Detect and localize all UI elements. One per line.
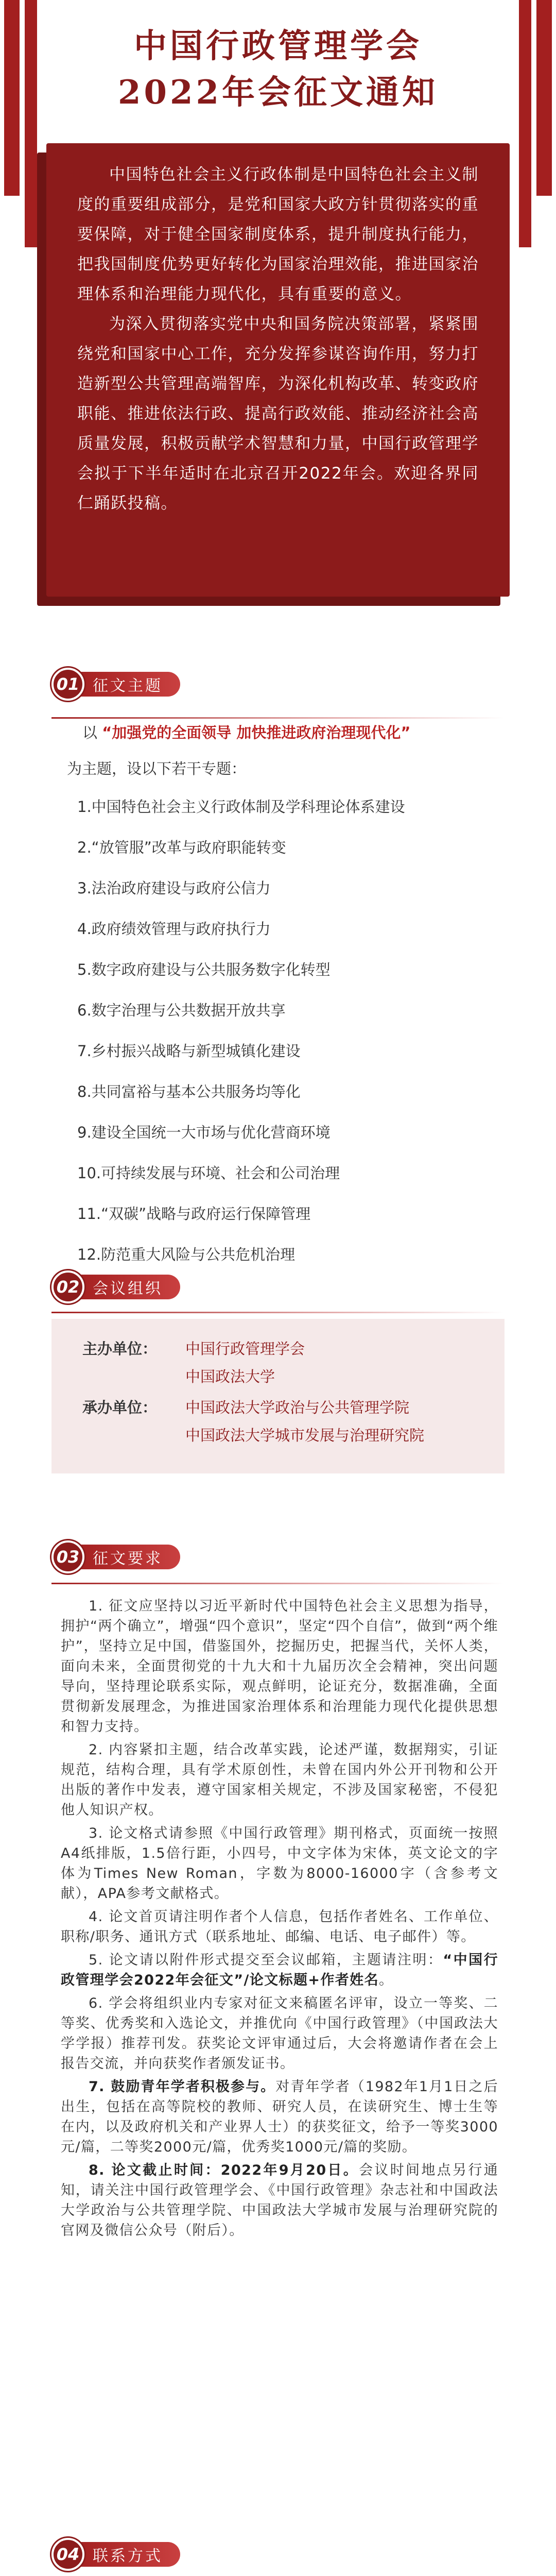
email-subject-format: “中国行政管理学会2022年会征文”/论文标题+作者姓名 (61, 1952, 498, 1988)
header (0, 0, 556, 649)
section-header-contact (51, 2538, 360, 2571)
list-item: 9.建设全国统一大市场与优化营商环境 (77, 1124, 331, 1141)
section-header-requirements (51, 1540, 360, 1573)
list-item: 4.政府绩效管理与政府执行力 (77, 920, 271, 938)
topic-list (77, 795, 530, 1284)
list-item: 6.数字治理与公共数据开放共享 (77, 1002, 286, 1019)
section-divider (51, 1312, 505, 1313)
intro-text (77, 160, 479, 518)
requirement-item: 2. 内容紧扣主题，结合改革实践，论述严谨，数据翔实，引证规范，结构合理，具有学术原创性，未曾在国内外公开刊物和公开出版的著作中发表，遵守国家相关规定，不涉及国家秘密，不侵犯他人知识产权。 (61, 1742, 498, 1818)
requirement-text: 5. 论文请以附件形式提交至会议邮箱，主题请注明： (89, 1952, 443, 1968)
host-value: 中国行政管理学会 (185, 1340, 305, 1358)
list-item: 2.“放管服”改革与政府职能转变 (77, 839, 286, 856)
tagline-prefix: 以 (82, 724, 98, 741)
requirement-item: 3. 论文格式请参照《中国行政管理》期刊格式，页面统一按照A4纸排版，1.5倍行距，小四号，中文字体为宋体，英文论文的字体为Times New Roman，字数为8000-16000字（含参考文献），APA参考文献格式。 (61, 1825, 498, 1902)
tagline-highlight: “加强党的全面领导 加快推进政府治理现代化” (102, 724, 411, 741)
host-label: 主办单位： (82, 1340, 158, 1358)
theme-tagline (82, 721, 546, 742)
requirement-item: 4. 论文首页请注明作者个人信息，包括作者姓名、工作单位、职称/职务、通讯方式（联系地址、邮编、电话、电子邮件）等。 (61, 1909, 498, 1945)
section-number: 02 (51, 1270, 84, 1303)
list-item: 10.可持续发展与环境、社会和公司治理 (77, 1164, 340, 1182)
requirement-item: 1. 征文应坚持以习近平新时代中国特色社会主义思想为指导，拥护“两个确立”，增强“四个意识”，坚定“四个自信”，做到“两个维护”，坚持立足中国，借鉴国外，挖掘历史，把握当代，关怀人类，面向未来，全面贯彻党的十九大和十九届历次全会精神，突出问题导向，坚持理论联系实际，观点鲜明，论证充分，数据准确，全面贯彻新发展理念，为推进国家治理体系和治理能力现代化提供思想和智力支持。 (61, 1598, 498, 1735)
organization-panel (51, 1319, 505, 1473)
section-number: 01 (51, 668, 84, 701)
page-subtitle: 2022年会征文通知 (117, 73, 439, 112)
requirement-text: 。 (378, 1972, 394, 1988)
organizer-value: 中国政法大学城市发展与治理研究院 (185, 1427, 425, 1444)
theme-lead: 为主题，设以下若干专题： (67, 760, 247, 777)
section-header-topics (51, 668, 360, 701)
deadline: 8. 论文截止时间：2022年9月20日。 (89, 2162, 359, 2178)
list-item: 1.中国特色社会主义行政体制及学科理论体系建设 (77, 798, 405, 816)
requirement-emphasis: 7. 鼓励青年学者积极参与。 (89, 2079, 276, 2095)
requirement-text: 对青年学者（1982年1月1日之后出生，包括在高等院校的教师、研究人员，在读研究生、博士生等在内，以及政府机关和产业界人士）的获奖征文，给予一等奖3000元/篇，二等奖2000元/篇，优秀奖1000元/篇的奖励。 (61, 2079, 498, 2155)
intro-paragraph: 为深入贯彻落实党中央和国务院决策部署，紧紧围绕党和国家中心工作，充分发挥参谋咨询作用，努力打造新型公共管理高端智库，为深化机构改革、转变政府职能、推进依法行政、提高行政效能、推动经济社会高质量发展，积极贡献学术智慧和力量，中国行政管理学会拟于下半年适时在北京召开2022年会。欢迎各界同仁踊跃投稿。 (77, 315, 479, 513)
requirement-item (61, 2160, 498, 2241)
section-label: 征文要求 (75, 1545, 180, 1569)
requirement-item (61, 1950, 498, 1990)
requirement-item: 6. 学会将组织业内专家对征文来稿匿名评审，设立一等奖、二等奖、优秀奖和入选论文，并推优向《中国行政管理》（中国政法大学学报）推荐刊发。获奖论文评审通过后，大会将邀请作者在会上报告交流，并向获奖作者颁发证书。 (61, 1995, 498, 2072)
section-label: 会议组织 (75, 1275, 180, 1299)
section-number: 04 (51, 2538, 84, 2571)
section-number: 03 (51, 1540, 84, 1573)
section-label: 征文主题 (75, 672, 180, 697)
list-item: 3.法治政府建设与政府公信力 (77, 879, 271, 897)
list-item: 7.乡村振兴战略与新型城镇化建设 (77, 1042, 301, 1060)
intro-paragraph: 中国特色社会主义行政体制是中国特色社会主义制度的重要组成部分，是党和国家大政方针贯彻落实的重要保障，对于健全国家制度体系，提升制度执行能力，把我国制度优势更好转化为国家治理效能，推进国家治理体系和治理能力现代化，具有重要的意义。 (77, 165, 479, 303)
section-divider (51, 717, 505, 719)
requirements-body (61, 1596, 498, 2244)
list-item: 11.“双碳”战略与政府运行保障管理 (77, 1205, 311, 1223)
requirement-item (61, 2077, 498, 2157)
list-item: 12.防范重大风险与公共危机治理 (77, 1246, 296, 1263)
section-header-organization (51, 1270, 360, 1303)
list-item: 5.数字政府建设与公共服务数字化转型 (77, 961, 331, 978)
requirement-text: 会议时间地点另行通知，请关注中国行政管理学会、《中国行政管理》杂志社和中国政法大学政治与公共管理学院、中国政法大学城市发展与治理研究院的官网及微信公众号（附后）。 (61, 2162, 498, 2239)
page-title: 中国行政管理学会 (134, 27, 422, 65)
organizer-label: 承办单位： (82, 1399, 158, 1416)
organizer-value: 中国政法大学政治与公共管理学院 (185, 1399, 410, 1416)
host-value: 中国政法大学 (185, 1368, 275, 1385)
list-item: 8.共同富裕与基本公共服务均等化 (77, 1083, 301, 1100)
section-divider (51, 1583, 505, 1584)
section-label: 联系方式 (75, 2542, 180, 2567)
